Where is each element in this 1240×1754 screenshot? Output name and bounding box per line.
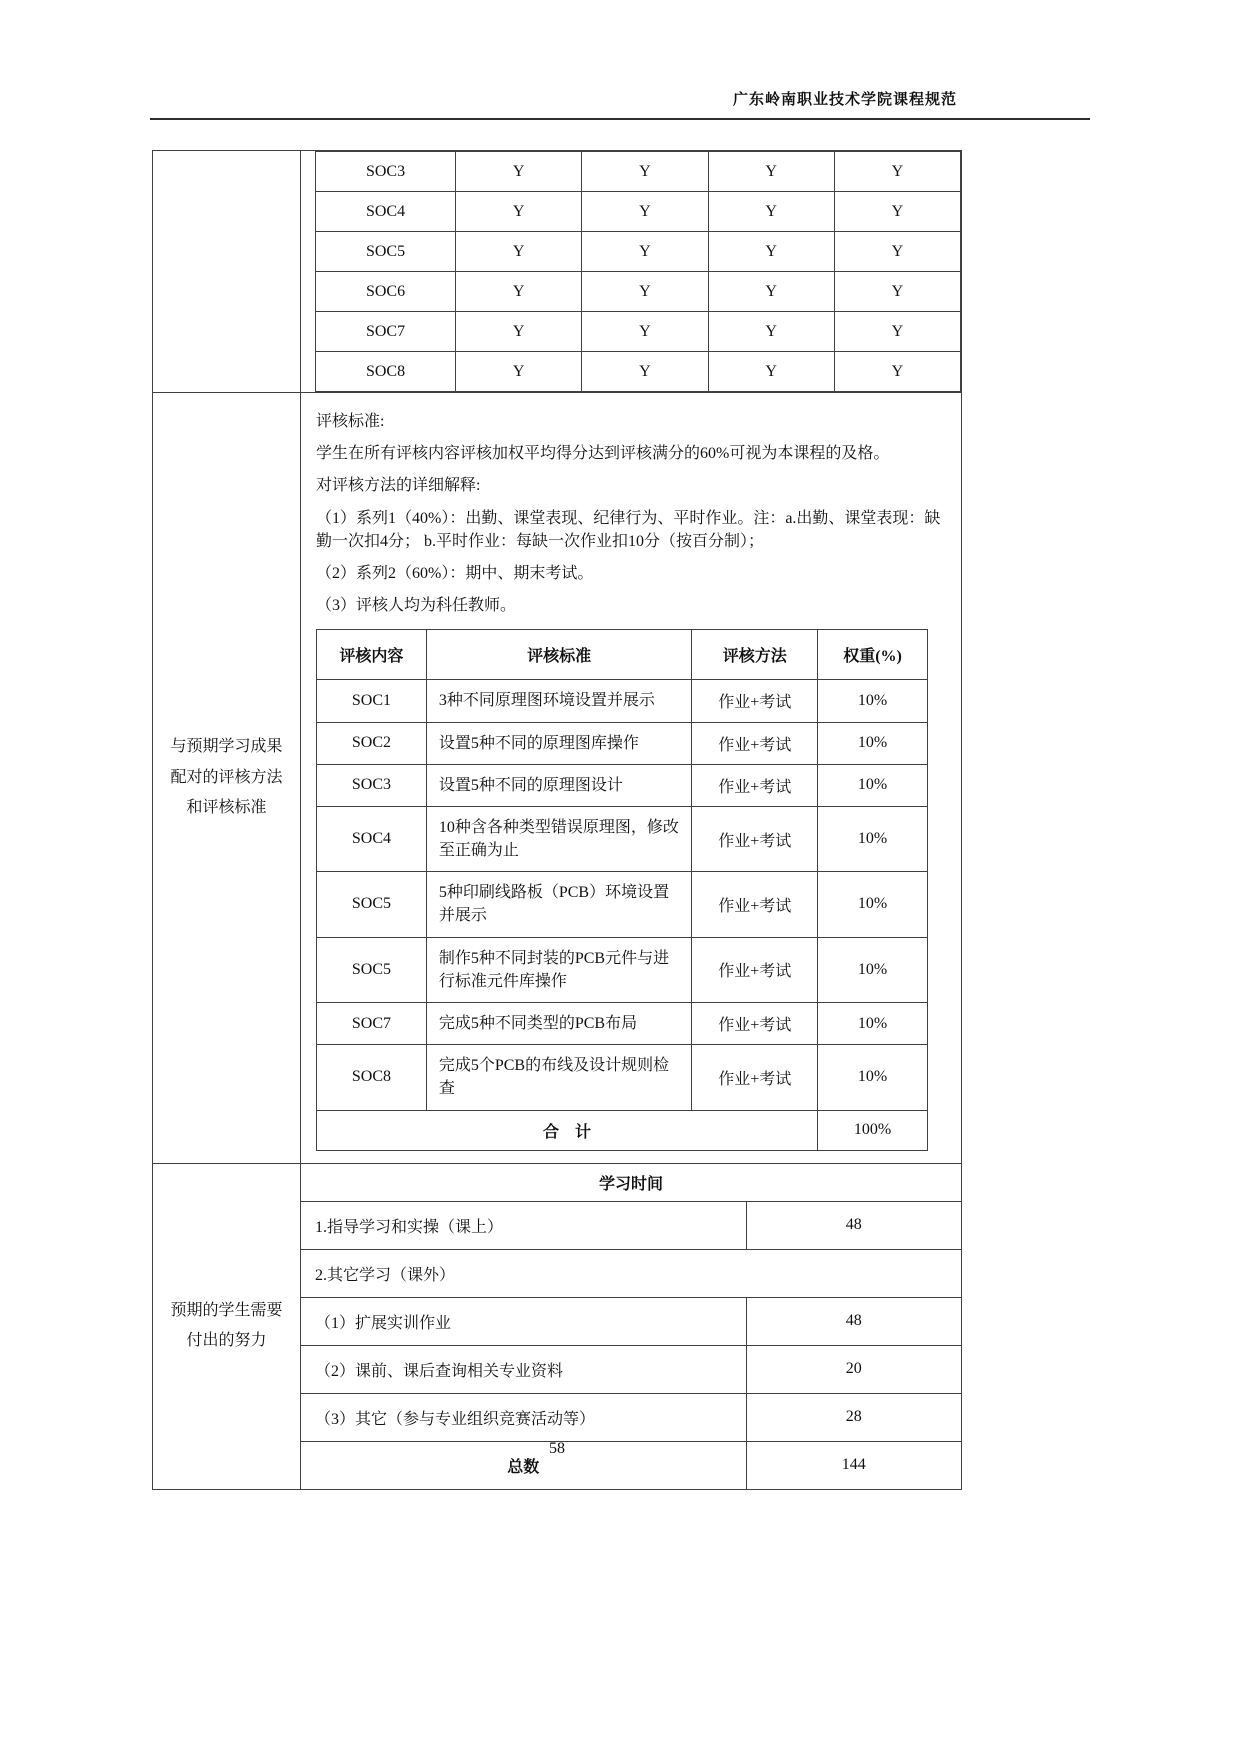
effort-label-cell: 2.其它学习（课外） [301, 1249, 961, 1297]
soc-matrix-table [315, 151, 961, 392]
soc-flag-cell: Y [834, 192, 960, 232]
method-cell: 作业+考试 [692, 722, 818, 764]
soc-flag-cell: Y [708, 272, 834, 312]
soc-flag-cell: Y [708, 152, 834, 192]
assessment-header-method: 评核方法 [692, 630, 818, 680]
effort-row [301, 1249, 961, 1297]
soc-flag-cell: Y [582, 192, 708, 232]
page-number: 58 [549, 1440, 565, 1457]
soc-matrix-row [316, 152, 961, 192]
effort-row-label: 预期的学生需要付出的努力 [153, 1164, 301, 1489]
soc-matrix-row [316, 272, 961, 312]
soc-code-cell: SOC2 [317, 722, 427, 764]
weight-cell: 10% [818, 937, 928, 1002]
effort-label-cell: （1）扩展实训作业 [301, 1297, 746, 1345]
header-title: 广东岭南职业技术学院课程规范 [732, 92, 957, 108]
soc-flag-cell: Y [834, 232, 960, 272]
assessment-row [317, 937, 928, 1002]
effort-row [301, 1201, 961, 1249]
criteria-cell: 完成5种不同类型的PCB布局 [426, 1003, 692, 1045]
total-value-cell: 100% [818, 1110, 928, 1150]
soc-flag-cell: Y [834, 312, 960, 352]
soc-matrix-section [153, 151, 961, 393]
soc-flag-cell: Y [582, 352, 708, 392]
assessment-content [301, 393, 961, 1163]
effort-row [301, 1393, 961, 1441]
method-cell: 作业+考试 [692, 806, 818, 871]
effort-header-row [301, 1164, 961, 1202]
effort-value-cell: 48 [746, 1201, 961, 1249]
soc-code-cell: SOC3 [317, 764, 427, 806]
criteria-cell: 10种含各种类型错误原理图，修改至正确为止 [426, 806, 692, 871]
assessment-row-label: 与预期学习成果配对的评核方法和评核标准 [153, 393, 301, 1163]
weight-cell: 10% [818, 1003, 928, 1045]
soc-code-cell: SOC5 [317, 937, 427, 1002]
soc-flag-cell: Y [834, 272, 960, 312]
assessment-row [317, 680, 928, 722]
soc-code-cell: SOC4 [316, 192, 456, 232]
soc-matrix-row [316, 312, 961, 352]
weight-cell: 10% [818, 872, 928, 937]
assessment-table-body [317, 680, 928, 1110]
assessment-table [316, 629, 928, 1150]
soc-flag-cell: Y [582, 312, 708, 352]
assessment-paragraph: 对评核方法的详细解释: [316, 477, 481, 495]
soc-matrix-row [316, 352, 961, 392]
soc-flag-cell: Y [582, 152, 708, 192]
assessment-paragraph: 评核标准: [316, 413, 385, 430]
effort-label-cell: （2）课前、课后查询相关专业资料 [301, 1345, 746, 1393]
effort-value-cell: 28 [746, 1393, 961, 1441]
assessment-header-content: 评核内容 [317, 630, 427, 680]
criteria-cell: 完成5个PCB的布线及设计规则检查 [426, 1045, 692, 1110]
soc-flag-cell: Y [456, 352, 582, 392]
assessment-header-weight: 权重(%) [818, 630, 928, 680]
assessment-row [317, 1045, 928, 1110]
soc-matrix-body [316, 152, 961, 392]
effort-label-cell: 1.指导学习和实操（课上） [301, 1201, 746, 1249]
weight-cell: 10% [818, 764, 928, 806]
soc-flag-cell: Y [456, 272, 582, 312]
soc-matrix-row [316, 192, 961, 232]
criteria-cell: 设置5种不同的原理图设计 [426, 764, 692, 806]
effort-row [301, 1345, 961, 1393]
soc-flag-cell: Y [834, 152, 960, 192]
soc-flag-cell: Y [456, 152, 582, 192]
assessment-total-row [317, 1110, 928, 1150]
soc-code-cell: SOC3 [316, 152, 456, 192]
assessment-row [317, 806, 928, 871]
assessment-row [317, 872, 928, 937]
assessment-paragraph: （2）系列2（60%）：期中、期末考试。 [316, 564, 594, 582]
weight-cell: 10% [818, 806, 928, 871]
method-cell: 作业+考试 [692, 680, 818, 722]
assessment-row [317, 764, 928, 806]
assessment-header-row [317, 630, 928, 680]
soc-flag-cell: Y [456, 312, 582, 352]
soc-flag-cell: Y [582, 232, 708, 272]
method-cell: 作业+考试 [692, 1045, 818, 1110]
criteria-cell: 设置5种不同的原理图库操作 [426, 722, 692, 764]
soc-flag-cell: Y [456, 232, 582, 272]
effort-value-cell: 20 [746, 1345, 961, 1393]
soc-flag-cell: Y [708, 312, 834, 352]
effort-header: 学习时间 [301, 1164, 961, 1202]
criteria-cell: 3种不同原理图环境设置并展示 [426, 680, 692, 722]
soc-flag-cell: Y [708, 192, 834, 232]
soc-code-cell: SOC7 [316, 312, 456, 352]
assessment-header-criteria: 评核标准 [426, 630, 692, 680]
total-label-cell: 合 计 [317, 1110, 818, 1150]
method-cell: 作业+考试 [692, 1003, 818, 1045]
soc-code-cell: SOC1 [317, 680, 427, 722]
assessment-row [317, 722, 928, 764]
soc-flag-cell: Y [456, 192, 582, 232]
weight-cell: 10% [818, 680, 928, 722]
soc-flag-cell: Y [834, 352, 960, 392]
page-header [150, 88, 1090, 120]
method-cell: 作业+考试 [692, 872, 818, 937]
soc-code-cell: SOC8 [317, 1045, 427, 1110]
effort-value-cell: 48 [746, 1297, 961, 1345]
criteria-cell: 制作5种不同封装的PCB元件与进行标准元件库操作 [426, 937, 692, 1002]
method-cell: 作业+考试 [692, 764, 818, 806]
assessment-paragraph: （3）评核人均为科任教师。 [316, 597, 517, 615]
soc-matrix-content [301, 151, 961, 392]
effort-label-cell: 总数 [507, 1458, 540, 1476]
assessment-section [153, 393, 961, 1164]
assessment-paragraphs [316, 410, 953, 617]
criteria-cell: 5种印刷线路板（PCB）环境设置并展示 [426, 872, 692, 937]
soc-matrix-label-cell [153, 151, 301, 392]
assessment-paragraph: 学生在所有评核内容评核加权平均得分达到评核满分的60%可视为本课程的及格。 [316, 445, 890, 463]
soc-matrix-row [316, 232, 961, 272]
soc-code-cell: SOC4 [317, 806, 427, 871]
assessment-paragraph: （1）系列1（40%）：出勤、课堂表现、纪律行为、平时作业。注：a.出勤、课堂表现：缺勤一次扣4分； b.平时作业：每缺一次作业扣10分（按百分制）； [316, 509, 941, 550]
soc-code-cell: SOC6 [316, 272, 456, 312]
soc-flag-cell: Y [582, 272, 708, 312]
soc-code-cell: SOC5 [317, 872, 427, 937]
method-cell: 作业+考试 [692, 937, 818, 1002]
soc-flag-cell: Y [708, 352, 834, 392]
weight-cell: 10% [818, 1045, 928, 1110]
weight-cell: 10% [818, 722, 928, 764]
assessment-row [317, 1003, 928, 1045]
effort-value-cell: 144 [746, 1441, 961, 1489]
soc-code-cell: SOC8 [316, 352, 456, 392]
soc-flag-cell: Y [708, 232, 834, 272]
course-spec-table [152, 150, 962, 1490]
soc-code-cell: SOC7 [317, 1003, 427, 1045]
effort-row [301, 1297, 961, 1345]
soc-code-cell: SOC5 [316, 232, 456, 272]
effort-label-cell: （3）其它（参与专业组织竞赛活动等） [301, 1393, 746, 1441]
